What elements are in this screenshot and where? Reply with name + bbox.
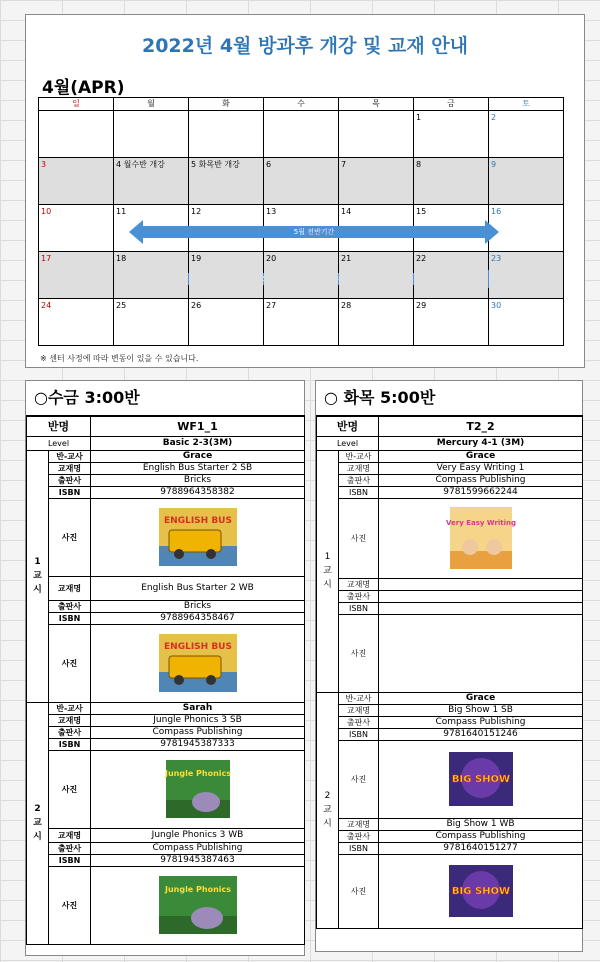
day-number: 19 <box>191 254 202 263</box>
book-cover-image <box>166 760 230 818</box>
day-number <box>339 111 413 113</box>
period-label-text: 1교시 <box>33 557 42 595</box>
book-title-row <box>27 462 305 474</box>
photo-label: 사진 <box>339 498 379 578</box>
photo-row <box>27 866 305 944</box>
day-cell <box>264 252 339 299</box>
day-number <box>189 111 263 113</box>
isbn-row <box>27 486 305 498</box>
calendar-note: ※ 센터 사정에 따라 변동이 있을 수 있습니다. <box>40 354 199 363</box>
isbn-value: 9788964358382 <box>91 486 305 498</box>
book-cover-cell <box>379 614 583 692</box>
heading-text: 화목 5:00반 <box>343 388 436 407</box>
teacher-row <box>27 450 305 462</box>
isbn-label: ISBN <box>49 854 91 866</box>
day-number <box>264 111 338 113</box>
day-number: 11 <box>116 207 127 216</box>
weekday-sun: 일 <box>39 98 114 111</box>
cover-text: BIG SHOW <box>451 774 510 785</box>
cover-text: Jungle Phonics <box>164 769 231 778</box>
book-cover-image <box>159 876 237 934</box>
level-value: Basic 2-3(3M) <box>91 436 305 450</box>
photo-label: 사진 <box>339 854 379 928</box>
photo-row <box>317 498 583 578</box>
book-cover-image <box>449 752 513 806</box>
day-cell <box>189 158 264 205</box>
publisher-label: 출판사 <box>49 474 91 486</box>
book-cover-cell <box>379 740 583 818</box>
day-number: 2 <box>491 113 497 122</box>
book-title-row <box>317 462 583 474</box>
period-label <box>317 692 339 928</box>
publisher-label: 출판사 <box>49 726 91 738</box>
photo-label: 사진 <box>49 866 91 944</box>
day-number <box>39 111 113 113</box>
day-cell <box>39 158 114 205</box>
period-label-text: 1교시 <box>323 552 332 590</box>
isbn-value: 9781945387333 <box>91 738 305 750</box>
publisher-label: 출판사 <box>49 842 91 854</box>
book-cover-cell <box>91 498 305 576</box>
day-number: 9 <box>491 160 497 169</box>
book-title-value: Jungle Phonics 3 WB <box>91 828 305 842</box>
isbn-value <box>379 602 583 614</box>
day-cell <box>264 205 339 252</box>
photo-label: 사진 <box>49 624 91 702</box>
teacher-label: 반-교사 <box>339 450 379 462</box>
level-label: Level <box>27 436 91 450</box>
level-label: Level <box>317 436 379 450</box>
book-title-row <box>317 578 583 590</box>
cover-text: BIG SHOW <box>451 886 510 897</box>
publisher-row <box>317 830 583 842</box>
publisher-value: Compass Publishing <box>91 726 305 738</box>
teacher-row <box>317 692 583 704</box>
teacher-row <box>27 702 305 714</box>
cover-text: Very Easy Writing <box>445 519 516 527</box>
weekday-thu: 목 <box>339 98 414 111</box>
day-cell <box>339 205 414 252</box>
calendar-panel <box>25 14 585 368</box>
calendar-month: 4월(APR) <box>42 78 125 98</box>
day-cell <box>489 205 564 252</box>
book-cover-cell <box>379 854 583 928</box>
book-title-row <box>27 714 305 726</box>
day-cell <box>189 299 264 346</box>
day-number: 28 <box>341 301 352 310</box>
book-title-label: 교재명 <box>49 462 91 474</box>
publisher-row <box>27 474 305 486</box>
book-title-label: 교재명 <box>339 704 379 716</box>
calendar-title: 2022년 4월 방과후 개강 및 교재 안내 <box>141 35 469 57</box>
class-box-heading <box>34 385 140 408</box>
day-number: 15 <box>416 207 427 216</box>
day-number: 12 <box>191 207 202 216</box>
isbn-row <box>317 842 583 854</box>
book-title-value: English Bus Starter 2 SB <box>91 462 305 474</box>
book-title-value: Very Easy Writing 1 <box>379 462 583 474</box>
publisher-value: Bricks <box>91 474 305 486</box>
class-name-value: WF1_1 <box>91 416 305 436</box>
teacher-value: Grace <box>379 450 583 462</box>
cover-text: ENGLISH BUS <box>163 516 232 526</box>
period-label <box>317 450 339 692</box>
day-number: 30 <box>491 301 502 310</box>
calendar-week <box>39 111 564 158</box>
publisher-value: Compass Publishing <box>91 842 305 854</box>
book-title-label: 교재명 <box>49 576 91 600</box>
heading-circle-icon: ○ <box>324 388 338 407</box>
book-title-label: 교재명 <box>339 462 379 474</box>
photo-row <box>317 614 583 692</box>
day-cell <box>39 111 114 158</box>
day-cell <box>189 111 264 158</box>
photo-row <box>317 854 583 928</box>
publisher-row <box>317 716 583 728</box>
day-number: 6 <box>266 160 272 169</box>
book-title-value: Big Show 1 SB <box>379 704 583 716</box>
day-cell <box>39 252 114 299</box>
heading-circle-icon: ○ <box>34 388 48 407</box>
publisher-value: Compass Publishing <box>379 474 583 486</box>
book-title-row <box>317 704 583 716</box>
photo-label: 사진 <box>339 740 379 818</box>
day-cell <box>489 111 564 158</box>
day-number: 21 <box>341 254 352 263</box>
weekday-mon: 월 <box>114 98 189 111</box>
isbn-label: ISBN <box>339 728 379 740</box>
day-number <box>114 111 188 113</box>
teacher-row <box>317 450 583 462</box>
photo-label: 사진 <box>339 614 379 692</box>
book-title-value: Big Show 1 WB <box>379 818 583 830</box>
teacher-label: 반-교사 <box>49 702 91 714</box>
level-value: Mercury 4-1 (3M) <box>379 436 583 450</box>
day-cell <box>114 252 189 299</box>
book-cover-image <box>159 508 237 566</box>
day-number: 3 <box>41 160 47 169</box>
publisher-value: Compass Publishing <box>379 716 583 728</box>
day-cell <box>339 158 414 205</box>
day-number: 27 <box>266 301 277 310</box>
photo-label: 사진 <box>49 498 91 576</box>
book-title-row <box>317 818 583 830</box>
photo-row <box>27 498 305 576</box>
weekday-fri: 금 <box>414 98 489 111</box>
isbn-row <box>27 854 305 866</box>
teacher-label: 반-교사 <box>339 692 379 704</box>
day-cell <box>414 252 489 299</box>
isbn-label: ISBN <box>339 602 379 614</box>
book-cover-cell <box>379 498 583 578</box>
cover-text: ENGLISH BUS <box>163 642 232 652</box>
period-label-text: 2교시 <box>33 804 42 842</box>
publisher-value <box>379 590 583 602</box>
class-name-value: T2_2 <box>379 416 583 436</box>
day-number: 26 <box>191 301 202 310</box>
day-number: 1 <box>416 113 422 122</box>
class-name-row <box>317 416 583 436</box>
day-number: 29 <box>416 301 427 310</box>
isbn-label: ISBN <box>49 612 91 624</box>
isbn-value: 9781945387463 <box>91 854 305 866</box>
book-title-label: 교재명 <box>339 818 379 830</box>
book-title-value: English Bus Starter 2 WB <box>91 576 305 600</box>
photo-row <box>317 740 583 818</box>
calendar-week <box>39 252 564 299</box>
day-cell <box>414 111 489 158</box>
publisher-row <box>27 600 305 612</box>
class-name-row <box>27 416 305 436</box>
calendar-week <box>39 299 564 346</box>
isbn-row <box>317 486 583 498</box>
day-cell <box>114 205 189 252</box>
book-cover-image <box>159 634 237 692</box>
weekday-wed: 수 <box>264 98 339 111</box>
day-number: 8 <box>416 160 422 169</box>
day-cell <box>489 252 564 299</box>
day-cell <box>414 205 489 252</box>
isbn-row <box>317 602 583 614</box>
weekday-row <box>39 98 564 111</box>
class-table <box>316 415 583 929</box>
day-cell <box>414 299 489 346</box>
publisher-label: 출판사 <box>339 474 379 486</box>
day-cell <box>414 158 489 205</box>
isbn-value: 9781640151277 <box>379 842 583 854</box>
day-number: 10 <box>41 207 52 216</box>
isbn-row <box>27 738 305 750</box>
day-number: 7 <box>341 160 347 169</box>
book-title-label: 교재명 <box>49 828 91 842</box>
period-label <box>27 450 49 702</box>
day-number: 23 <box>491 254 502 263</box>
day-cell <box>264 299 339 346</box>
publisher-row <box>27 842 305 854</box>
book-title-value: Jungle Phonics 3 SB <box>91 714 305 726</box>
isbn-value: 9781640151246 <box>379 728 583 740</box>
book-title-row <box>27 828 305 842</box>
book-cover-cell <box>91 866 305 944</box>
isbn-label: ISBN <box>49 738 91 750</box>
day-cell <box>339 111 414 158</box>
cover-text: Jungle Phonics <box>164 885 231 894</box>
day-number: 17 <box>41 254 52 263</box>
book-cover-image <box>449 865 513 917</box>
class-box-mon-fri <box>25 380 305 956</box>
teacher-label: 반-교사 <box>49 450 91 462</box>
book-title-row <box>27 576 305 600</box>
day-cell <box>39 299 114 346</box>
calendar-grid <box>38 97 564 346</box>
day-number: 20 <box>266 254 277 263</box>
day-number: 16 <box>491 207 502 216</box>
weekday-sat: 토 <box>489 98 564 111</box>
day-number: 5 화목반 개강 <box>191 160 240 169</box>
day-cell <box>339 299 414 346</box>
teacher-value: Sarah <box>91 702 305 714</box>
day-cell <box>114 158 189 205</box>
day-cell <box>489 299 564 346</box>
publisher-row <box>317 474 583 486</box>
period-label <box>27 702 49 944</box>
publisher-label: 출판사 <box>49 600 91 612</box>
day-number: 24 <box>41 301 52 310</box>
isbn-label: ISBN <box>339 486 379 498</box>
day-number: 22 <box>416 254 427 263</box>
photo-row <box>27 750 305 828</box>
publisher-row <box>317 590 583 602</box>
book-cover-image <box>445 507 516 569</box>
class-box-tue-thu <box>315 380 583 952</box>
day-number: 18 <box>116 254 127 263</box>
weekday-tue: 화 <box>189 98 264 111</box>
day-cell <box>489 158 564 205</box>
isbn-label: ISBN <box>49 486 91 498</box>
day-cell <box>114 111 189 158</box>
isbn-value: 9788964358467 <box>91 612 305 624</box>
day-number: 14 <box>341 207 352 216</box>
day-cell <box>189 252 264 299</box>
day-cell <box>339 252 414 299</box>
publisher-value: Compass Publishing <box>379 830 583 842</box>
publisher-label: 출판사 <box>339 716 379 728</box>
level-row <box>27 436 305 450</box>
book-cover-cell <box>91 624 305 702</box>
class-box-heading <box>324 385 435 408</box>
book-title-label: 교재명 <box>49 714 91 726</box>
calendar-week <box>39 158 564 205</box>
publisher-label: 출판사 <box>339 590 379 602</box>
period-arrow-label: 5월 전반기간 <box>293 228 335 236</box>
day-cell <box>189 205 264 252</box>
day-number: 4 월수반 개강 <box>116 160 165 169</box>
teacher-value: Grace <box>91 450 305 462</box>
day-cell <box>264 111 339 158</box>
class-name-label: 반명 <box>27 416 91 436</box>
period-label-text: 2교시 <box>323 791 332 829</box>
isbn-label: ISBN <box>339 842 379 854</box>
photo-label: 사진 <box>49 750 91 828</box>
book-title-value <box>379 578 583 590</box>
day-number: 13 <box>266 207 277 216</box>
publisher-row <box>27 726 305 738</box>
isbn-row <box>317 728 583 740</box>
publisher-value: Bricks <box>91 600 305 612</box>
day-number: 25 <box>116 301 127 310</box>
calendar-week <box>39 205 564 252</box>
isbn-value: 9781599662244 <box>379 486 583 498</box>
day-cell <box>114 299 189 346</box>
day-cell <box>264 158 339 205</box>
publisher-label: 출판사 <box>339 830 379 842</box>
photo-row <box>27 624 305 702</box>
class-name-label: 반명 <box>317 416 379 436</box>
class-table <box>26 415 305 945</box>
teacher-value: Grace <box>379 692 583 704</box>
heading-text: 수금 3:00반 <box>47 388 140 407</box>
book-cover-cell <box>91 750 305 828</box>
book-title-label: 교재명 <box>339 578 379 590</box>
level-row <box>317 436 583 450</box>
isbn-row <box>27 612 305 624</box>
